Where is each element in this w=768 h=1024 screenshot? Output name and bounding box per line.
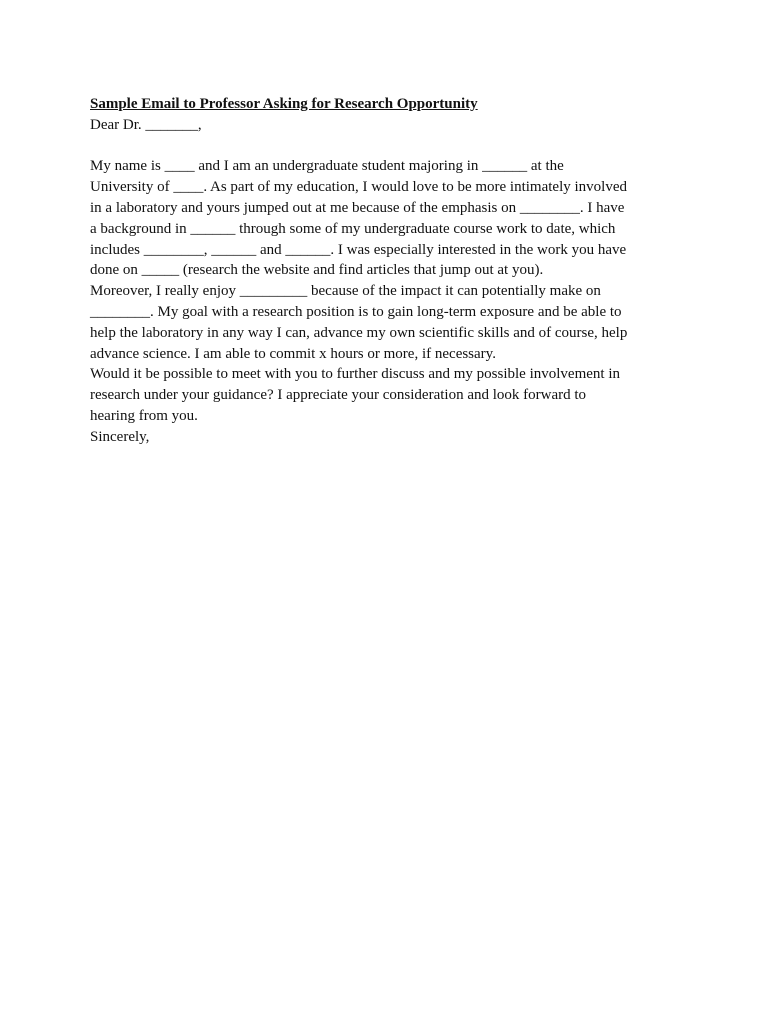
text-line: hearing from you. [90,407,198,424]
text-line: includes ________, ______ and ______. I was especially interested in the work you have [90,241,627,258]
paragraph-introduction [90,156,690,281]
document-title: Sample Email to Professor Asking for Research Opportunity [90,96,478,112]
text-line: advance science. I am able to commit x hours or more, if necessary. [90,345,496,362]
text-line: research under your guidance? I appreciate your consideration and look forward to [90,387,587,404]
text-line: My name is ____ and I am an undergraduate student majoring in ______ at the [90,158,564,175]
paragraph-spacer [90,136,690,157]
text-line: a background in ______ through some of my undergraduate course work to date, which [90,220,616,237]
text-line: Would it be possible to meet with you to further discuss and my possible involvement in [90,366,620,383]
text-line: in a laboratory and yours jumped out at me because of the emphasis on ________. I have [90,199,625,216]
paragraph-request [90,364,690,426]
text-line: ________. My goal with a research position is to gain long-term exposure and be able to [90,303,622,320]
text-line: University of ____. As part of my education, I would love to be more intimately involved [90,179,627,196]
closing: Sincerely, [90,428,150,445]
paragraph-goals [90,281,690,364]
email-body [90,94,690,448]
text-line: help the laboratory in any way I can, advance my own scientific skills and of course, help [90,324,628,341]
text-line: done on _____ (research the website and find articles that jump out at you). [90,262,544,279]
text-line: Moreover, I really enjoy _________ because of the impact it can potentially make on [90,283,601,300]
greeting: Dear Dr. _______, [90,116,202,133]
